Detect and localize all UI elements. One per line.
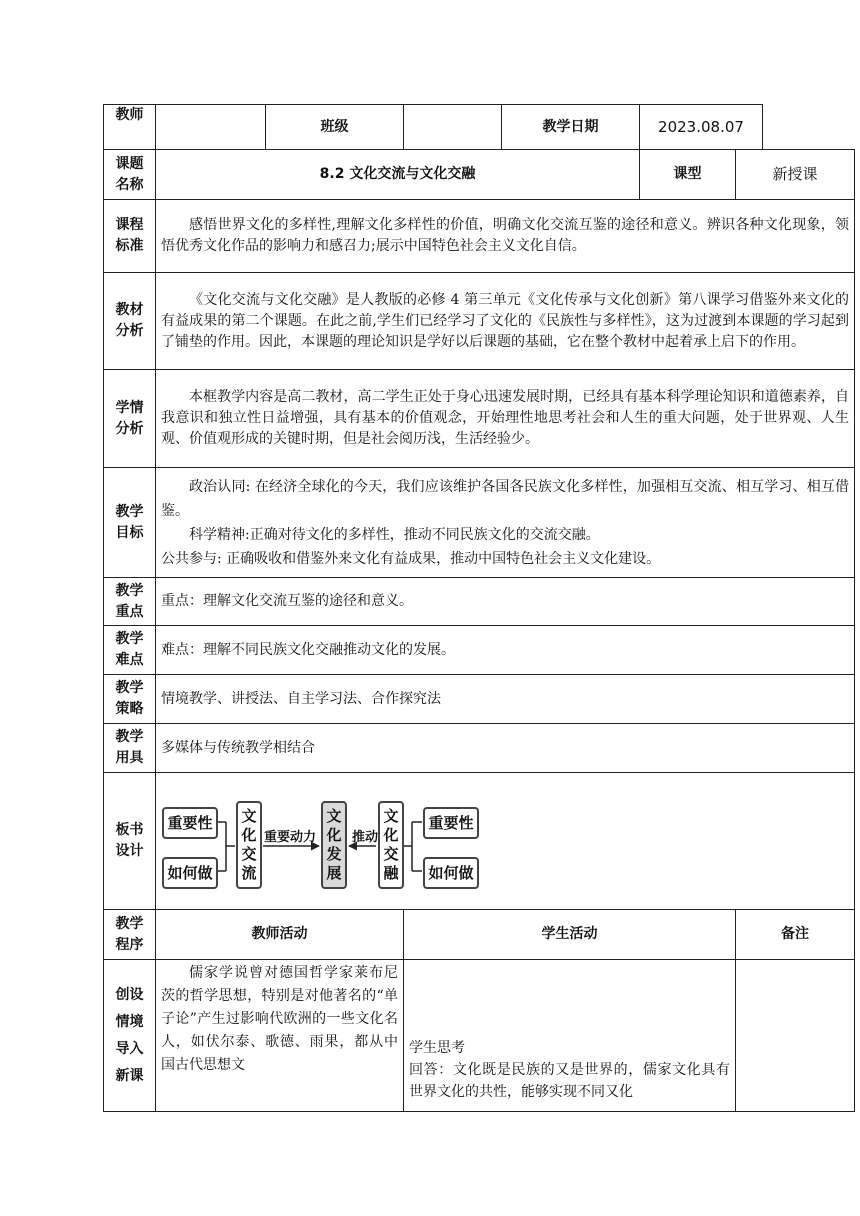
key-point-text: 重点：理解文化交流互鉴的途径和意义。 [161,593,413,609]
student-answer-text: 回答：文化既是民族的又是世界的，儒家文化具有世界文化的共性，能够实现不同又化 [409,1061,730,1100]
material-text: 《文化交流与文化交融》是人教版的必修 4 第三单元《文化传承与文化创新》第八课学习借鉴外来文化的有益成果的第二个课题。在此之前,学生们已经学习了文化的《民族性与多样性》，这为过渡到本课题的学习起到了铺垫的作用。因此，本课题的理论知识是学好以后课题的基础，它在整个教材中起着承上启下的作用。 [161,291,849,350]
goal-public: 公共参与: 正确吸收和借鉴外来文化有益成果，推动中国特色社会主义文化建设。 [161,550,661,567]
students-cell [156,370,855,468]
lesson-type-value: 新授课 [736,150,855,200]
lesson-type-label: 课型 [640,150,736,200]
date-value: 2023.08.07 [640,105,763,150]
strategy-text: 情境教学、讲授法、自主学习法、合作探究法 [161,690,441,707]
strategy-label: 教学策略 [104,675,156,724]
class-value [404,105,502,150]
difficulty-cell [156,626,855,675]
procedure-label: 教学程序 [104,910,156,960]
step-intro-teacher-text: 儒家学说曾对德国哲学家莱布尼茨的哲学思想，特别是对他著名的“单子论”产生过影响代欧洲的一些文化名人，如伏尔泰、歌德、雨果，都从中国古代思想文 [161,965,398,1073]
teacher-label: 教师 [104,105,156,150]
teacher-activity-header: 教师活动 [156,910,404,960]
student-think-text: 学生思考 [409,1039,465,1056]
board-design-diagram [156,777,854,905]
tools-text: 多媒体与传统教学相结合 [161,739,315,756]
student-activity-header: 学生活动 [404,910,736,960]
tools-cell [156,724,855,773]
difficulty-label: 教学难点 [104,626,156,675]
right-importance-box: 重要性 [423,807,479,839]
step-intro-label: 创设情境导入新课 [104,960,156,1112]
tools-label: 教学用具 [104,724,156,773]
students-text: 本框教学内容是高二教材，高二学生正处于身心迅速发展时期，已经具有基本科学理论知识和道德素养，自我意识和独立性日益增强，具有基本的价值观念，开始理性地思考社会和人生的重大问题，处于世界观、人生观、价值观形成的关键时期，但是社会阅历浅，生活经验少。 [161,389,849,447]
topic-label: 课题名称 [104,150,156,200]
cultural-development-box: 文化发展 [321,801,347,889]
class-label: 班级 [266,105,404,150]
key-point-cell [156,578,855,626]
teacher-value [156,105,266,150]
standard-text: 感悟世界文化的多样性,理解文化多样性的价值，明确文化交流互鉴的途径和意义。辨识各种文化现象，领悟优秀文化作品的影响力和感召力;展示中国特色社会主义文化自信。 [161,217,849,254]
standard-label: 课程标准 [104,200,156,273]
lesson-plan-table [103,104,855,1112]
students-label: 学情分析 [104,370,156,468]
left-importance-box: 重要性 [162,807,218,839]
step-intro-teacher-cell [156,960,404,1112]
goal-political: 政治认同: 在经济全球化的今天，我们应该维护各国各民族文化多样性，加强相互交流、相互学习、相互借鉴。 [161,478,849,519]
material-label: 教材分析 [104,273,156,370]
date-label: 教学日期 [502,105,640,150]
goals-label: 教学目标 [104,468,156,578]
standard-cell [156,200,855,273]
topic-value: 8.2 文化交流与文化交融 [156,150,640,200]
goals-cell [156,468,855,578]
right-bracket-lines [404,822,422,871]
step-intro-student-cell [404,960,736,1112]
board-label: 板书设计 [104,773,156,910]
key-point-label: 教学重点 [104,578,156,626]
board-design-cell [156,773,855,910]
cultural-exchange-box: 文化交流 [236,801,262,889]
cultural-fusion-box: 文化交融 [378,801,404,889]
right-how-box: 如何做 [423,857,479,889]
goal-science: 科学精神:正确对待文化的多样性，推动不同民族文化的交流交融。 [189,526,600,543]
notes-header: 备注 [736,910,855,960]
difficulty-text: 难点：理解不同民族文化交融推动文化的发展。 [161,641,455,658]
promote-label: 推动 [352,830,379,845]
strategy-cell [156,675,855,724]
left-how-box: 如何做 [162,857,218,889]
material-cell [156,273,855,370]
step-intro-notes-cell [736,960,855,1112]
driving-force-label: 重要动力 [264,830,317,845]
